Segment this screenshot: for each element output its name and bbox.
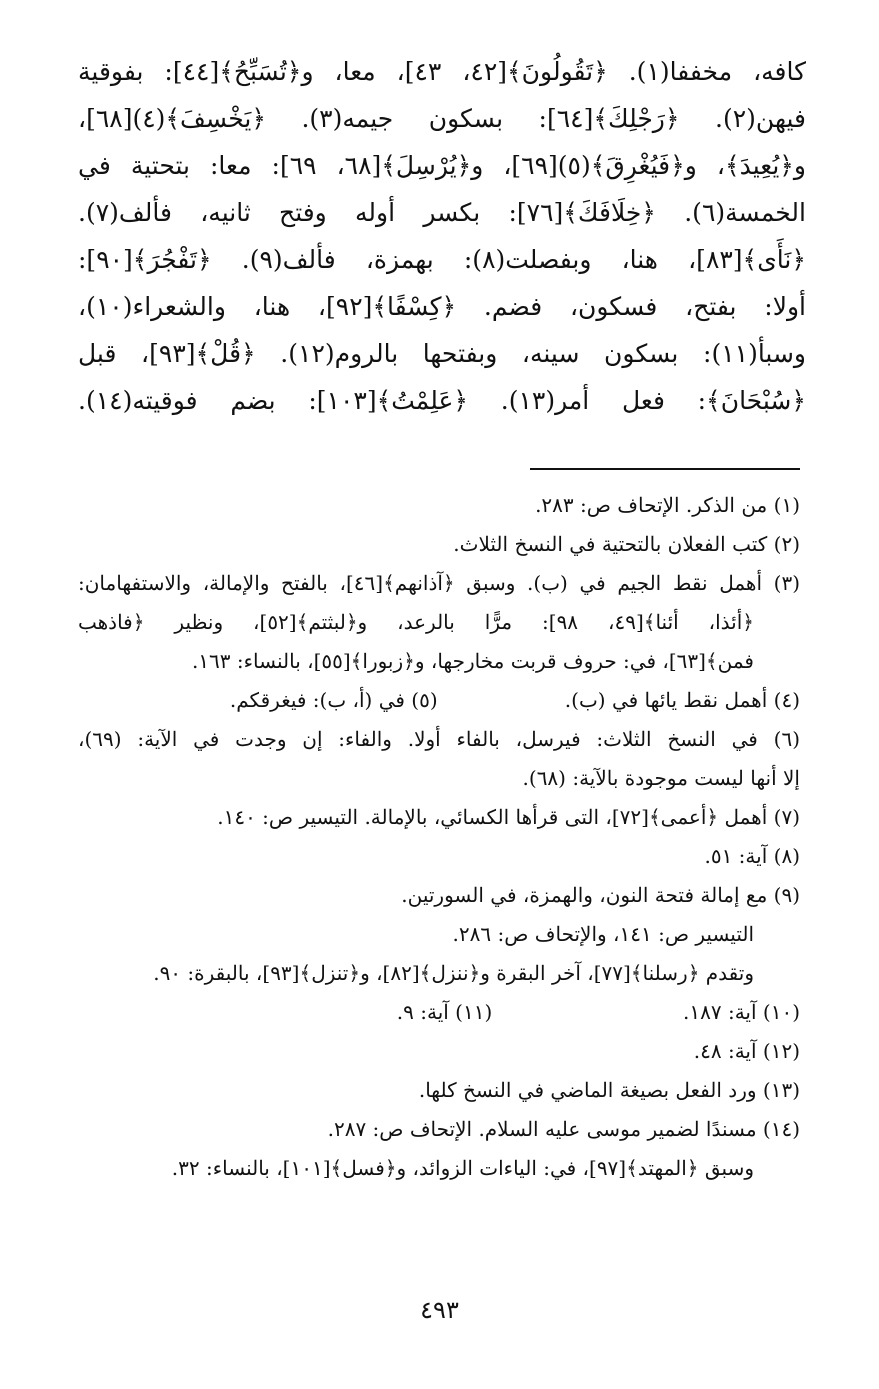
footnote-line: وسبق ﴿المهتد﴾[٩٧]، في: الياءات الزوائد، و﴿فسل﴾[١٠١]، بالنساء: ٣٢. [171,1156,754,1180]
main-text-line: أولا: بفتح، فسكون، فضم. ﴿كِسْفًا﴾[٩٢]، هنا، والشعراء(١٠)، [78,292,806,321]
footnote-line: التيسير ص: ١٤١، والإتحاف ص: ٢٨٦. [452,922,754,946]
footnote-line: (١٤) مسندًا لضمير موسى عليه السلام. الإتحاف ص: ٢٨٧. [327,1117,800,1141]
footnote-line: (١٢) آية: ٤٨. [693,1039,800,1063]
footnote-line: فمن﴾[٦٣]، في: حروف قربت مخارجها، و﴿زبورا﴾[٥٥]، بالنساء: ١٦٣. [191,649,754,673]
footnote-separator [530,468,800,470]
footnotes-block [78,486,800,1188]
main-text-line: ﴿نَأَى﴾[٨٣]، هنا، وبفصلت(٨): بهمزة، فألف(٩). ﴿تَفْجُرَ﴾[٩٠]: [78,245,806,274]
main-text-line: ﴿سُبْحَانَ﴾: فعل أمر(١٣). ﴿عَلِمْتُ﴾[١٠٣]: بضم فوقيته(١٤). [78,386,806,415]
main-text-line: كافه، مخففا(١). ﴿تَقُولُونَ﴾[٤٢، ٤٣]، معا، و﴿تُسَبِّحُ﴾[٤٤]: بفوقية [78,57,806,86]
footnote-line: (٦) في النسخ الثلاث: فيرسل، بالفاء أولا. والفاء: إن وجدت في الآية: (٦٩)، [78,727,800,751]
footnote-line: (٧) أهمل ﴿أعمى﴾[٧٢]، التى قرأها الكسائي، بالإمالة. التيسير ص: ١٤٠. [217,805,800,829]
footnote-line: (٢) كتب الفعلان بالتحتية في النسخ الثلاث. [453,532,800,556]
footnote-line: (١٣) ورد الفعل بصيغة الماضي في النسخ كلها. [418,1078,800,1102]
footnote-line: وتقدم ﴿رسلنا﴾[٧٧]، آخر البقرة و﴿ننزل﴾[٨٢]، و﴿تنزل﴾[٩٣]، بالبقرة: ٩٠. [153,961,754,985]
main-text-block [78,48,806,424]
main-text-line: فيهن(٢). ﴿رَجْلِكَ﴾[٦٤]: بسكون جيمه(٣). ﴿يَخْسِفَ﴾(٤)[٦٨]، [78,104,806,133]
footnote-line: (٣) أهمل نقط الجيم في (ب). وسبق ﴿آذانهم﴾[٤٦]، بالفتح والإمالة، والاستفهامان: [78,571,800,595]
main-text-line: الخمسة(٦). ﴿خِلَافَكَ﴾[٧٦]: بكسر أوله وفتح ثانيه، فألف(٧). [78,198,806,227]
footnote-line: (١) من الذكر. الإتحاف ص: ٢٨٣. [535,493,800,517]
main-text-line: وسبأ(١١): بسكون سينه، وبفتحها بالروم(١٢). ﴿قُلْ﴾[٩٣]، قبل [78,339,806,368]
page-number: ٤٩٣ [420,1296,459,1324]
footnote-line: إلا أنها ليست موجودة بالآية: (٦٨). [522,766,800,790]
main-text-line: و﴿يُعِيدَ﴾، و﴿فَيُغْرِقَ﴾(٥)[٦٩]، و﴿يُرْسِلَ﴾[٦٨، ٦٩]: معا: بتحتية في [78,151,806,180]
footnote-line: ﴿أئذا، أئنا﴾[٤٩، ٩٨]: مرًّا بالرعد، و﴿لبثتم﴾[٥٢]، ونظير ﴿فاذهب [78,610,755,634]
footnote-line: (٩) مع إمالة فتحة النون، والهمزة، في السورتين. [401,883,800,907]
footnote-line: (٤) أهمل نقط يائها في (ب). (٥) في (أ، ب): فيغرقكم. [229,688,800,712]
footnote-line: (١٠) آية: ١٨٧. (١١) آية: ٩. [396,1000,800,1024]
footnote-line: (٨) آية: ٥١. [704,844,800,868]
